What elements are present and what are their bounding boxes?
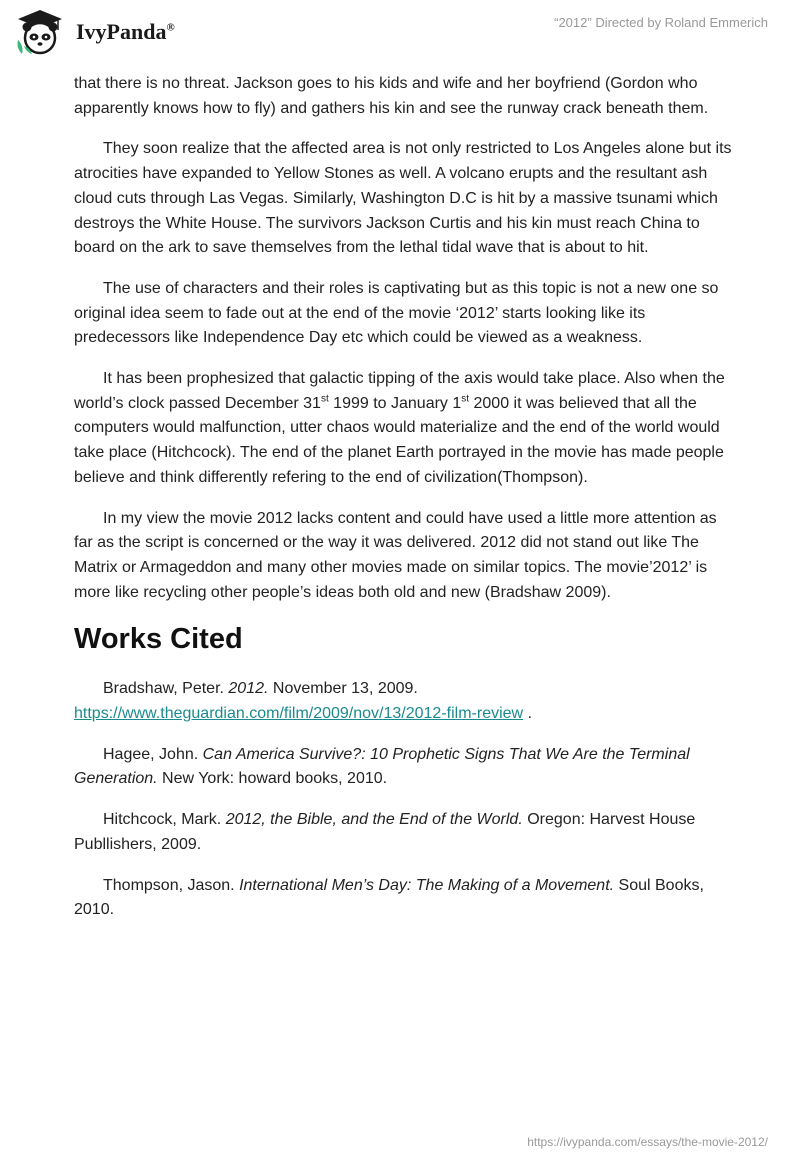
ivypanda-logo-icon[interactable] <box>14 8 66 56</box>
paragraph: It has been prophesized that galactic tipping of the axis would take place. Also when the world’s clock passed December 31st 1999 to January 1st 2000 it was believed that all the computers would malfunction, utter chaos would materialize and the end of the world would take place (Hitchcock). The end of the planet Earth portrayed in the movie has made people believe and think differently refering to the end of civilization(Thompson). <box>74 370 725 486</box>
citation-link[interactable]: https://www.theguardian.com/film/2009/nov/13/2012-film-review <box>74 705 524 723</box>
citation: Bradshaw, Peter. 2012. November 13, 2009. https://www.theguardian.com/film/2009/nov/13/2012-film-review . <box>74 680 532 723</box>
essay-content <box>74 72 734 939</box>
citation: Thompson, Jason. International Men’s Day: The Making of a Movement. Soul Books, 2010. <box>74 876 704 919</box>
footer-url[interactable]: https://ivypanda.com/essays/the-movie-2012/ <box>527 1135 768 1149</box>
citation: Hagee, John. Can America Survive?: 10 Prophetic Signs That We Are the Terminal Generation. New York: howard books, 2010. <box>74 745 690 788</box>
paragraph: The use of characters and their roles is captivating but as this topic is not a new one so original idea seem to fade out at the end of the movie ‘2012’ starts looking like its predecessors like Independence Day etc which could be viewed as a weakness. <box>74 279 719 347</box>
paragraph: They soon realize that the affected area is not only restricted to Los Angeles alone but its atrocities have expanded to Yellow Stones as well. A volcano erupts and the resultant ash cloud cuts through Las Vegas. Similarly, Washington D.C is hit by a massive tsunami which destroys the White House. The survivors Jackson Curtis and his kin must reach China to board on the ark to save themselves from the lethal tidal wave that is about to hit. <box>74 140 732 257</box>
works-cited-heading: Works Cited <box>74 623 243 656</box>
page-header <box>0 0 800 66</box>
document-title: “2012” Directed by Roland Emmerich <box>554 15 768 30</box>
paragraph: In my view the movie 2012 lacks content and could have used a little more attention as far as the script is concerned or the way it was delivered. 2012 did not stand out like The Matrix or Armageddon and many other movies made on similar topics. The movie’2012’ is more like recycling other people’s ideas both old and new (Bradshaw 2009). <box>74 509 717 601</box>
brand-name[interactable]: IvyPanda® <box>76 19 175 44</box>
paragraph: that there is no threat. Jackson goes to his kids and wife and her boyfriend (Gordon who apparently knows how to fly) and gathers his kin and see the runway crack beneath them. <box>74 75 709 117</box>
citation: Hitchcock, Mark. 2012, the Bible, and the End of the World. Oregon: Harvest House Publlishers, 2009. <box>74 811 696 853</box>
